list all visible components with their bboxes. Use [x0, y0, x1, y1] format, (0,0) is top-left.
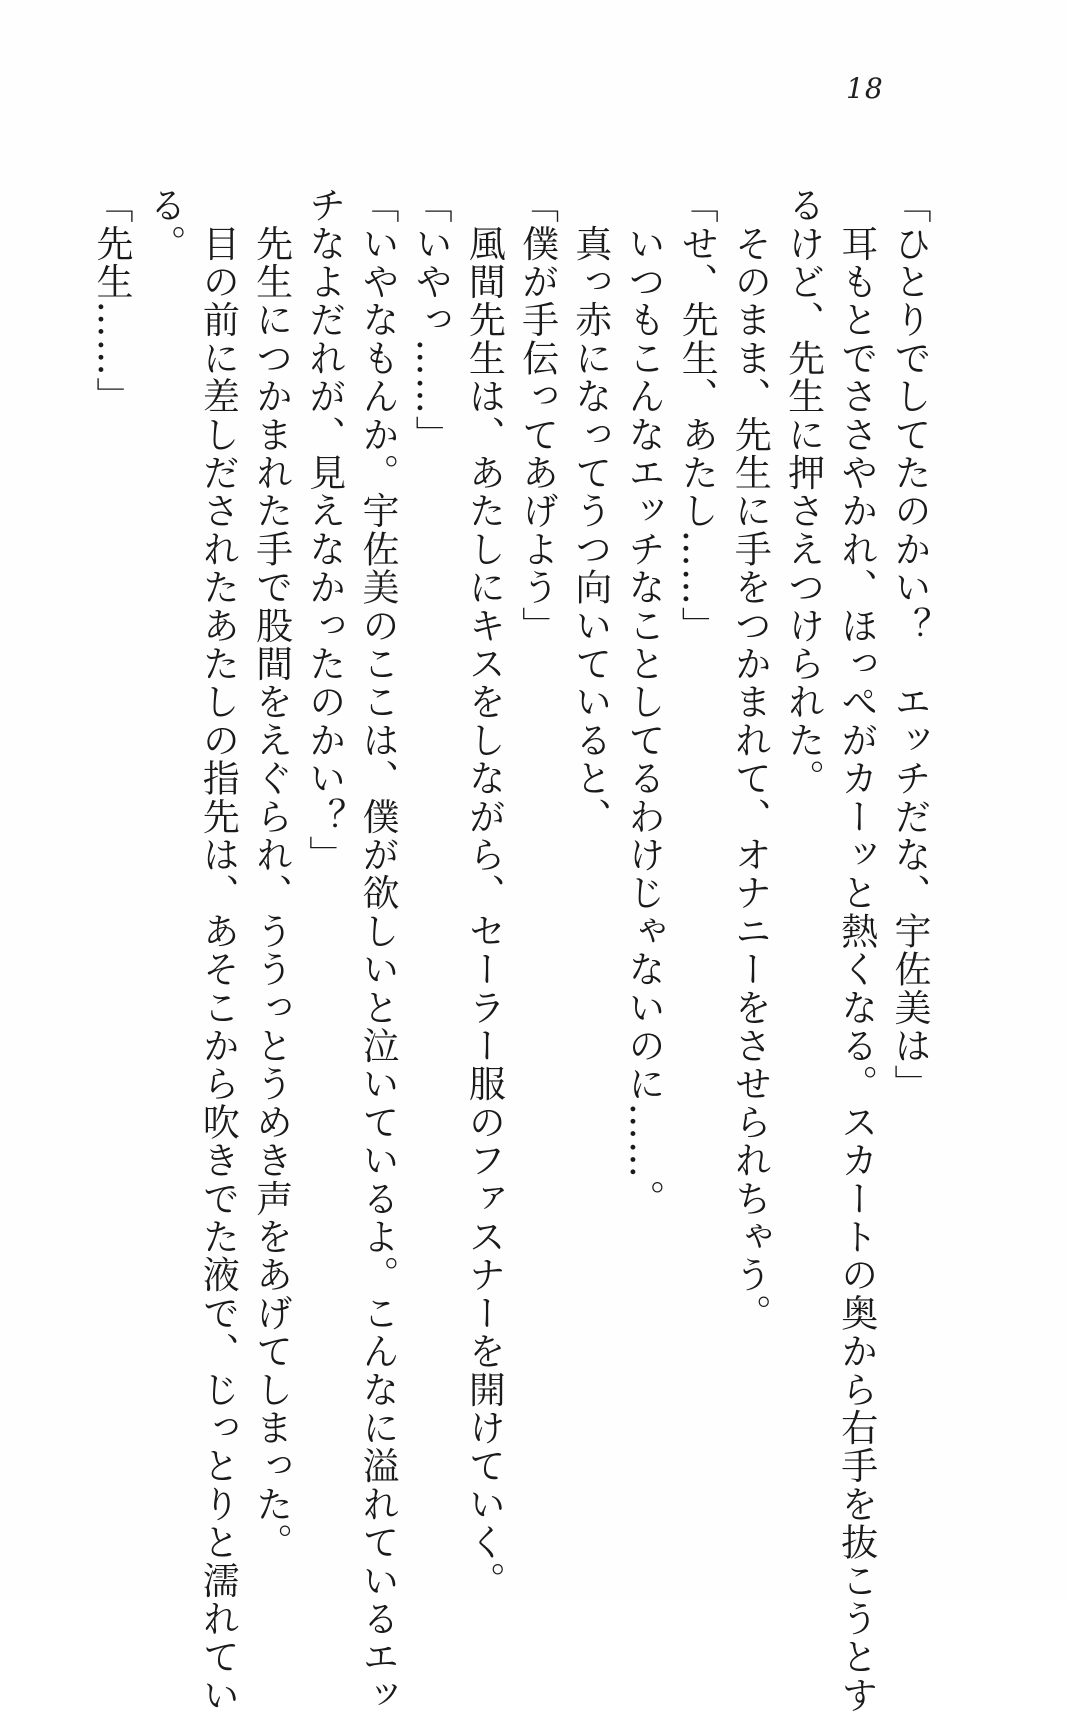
text-line: 「僕が手伝ってあげよう」 — [515, 186, 559, 645]
text-line: 「せ、先生、あたし……」 — [675, 186, 719, 645]
text-line: 耳もとでささやかれ、ほっぺがカーッと熱くなる。スカートの奥から右手を抜こうとす — [834, 186, 878, 1714]
text-line: 「いやなもんか。宇佐美のここは、僕が欲しいと泣いているよ。こんなに溢れているエッ — [355, 186, 399, 1714]
text-line: 真っ赤になってうつ向いていると、 — [568, 186, 612, 836]
text-line: 先生につかまれた手で股間をえぐられ、ううっとうめき声をあげてしまった。 — [249, 186, 293, 1562]
text-line: 目の前に差しだされたあたしの指先は、あそこから吹きでた液で、じっとりと濡れてい — [196, 186, 240, 1714]
page-number: 18 — [846, 72, 884, 105]
text-line: 「ひとりでしてたのかい？ エッチだな、宇佐美は」 — [888, 186, 931, 1103]
text-line: いつもこんなエッチなことしてるわけじゃないのに……。 — [621, 186, 665, 1218]
text-line: るけど、先生に押さえつけられた。 — [781, 186, 825, 798]
body-text — [85, 186, 936, 1714]
text-line: る。 — [143, 186, 187, 263]
text-line: 風間先生は、あたしにキスをしながら、セーラー服のファスナーを開けていく。 — [462, 186, 506, 1600]
text-line: 「先生……」 — [89, 186, 133, 416]
text-line: チなよだれが、見えなかったのかい？」 — [302, 186, 346, 874]
text-line: そのまま、先生に手をつかまれて、オナニーをさせられちゃう。 — [728, 186, 772, 1332]
text-line: 「いやっ……」 — [409, 186, 453, 454]
